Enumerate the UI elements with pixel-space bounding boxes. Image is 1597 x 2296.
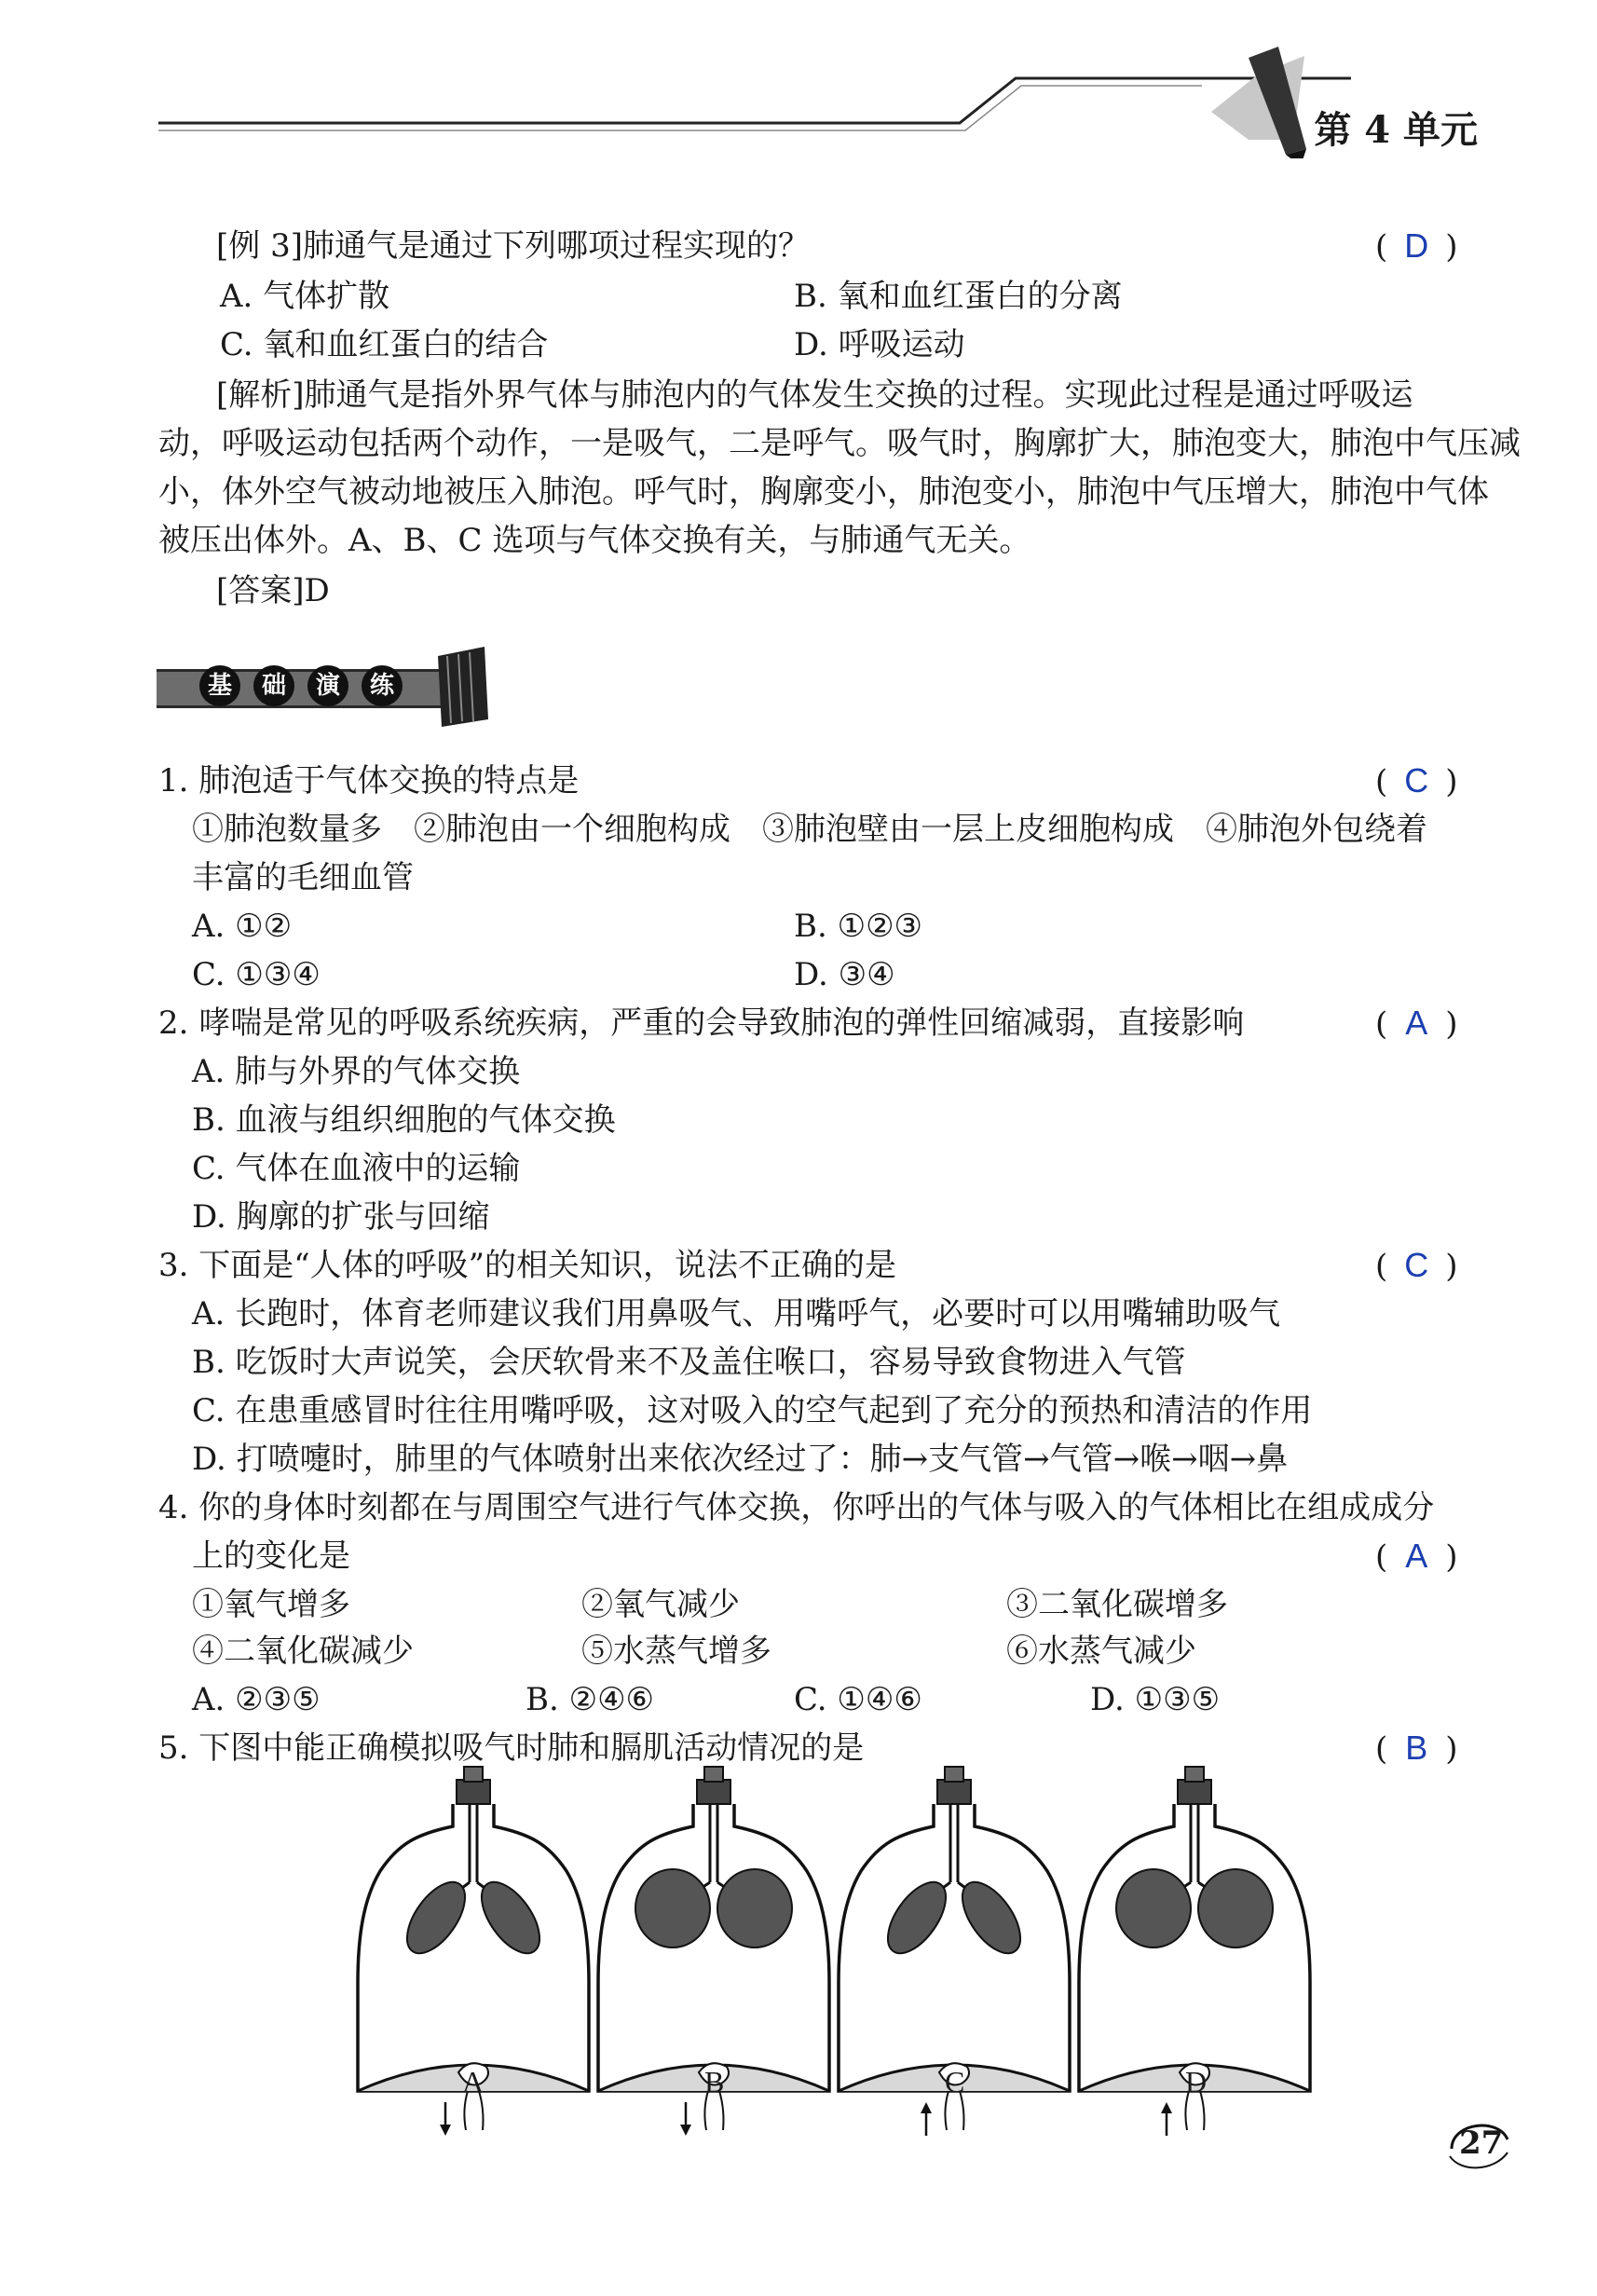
example-option-c: C. 氧和血红蛋白的结合 (220, 326, 549, 363)
q1-answer: ( C ) (1375, 761, 1458, 800)
q4-item: ①氧气增多 (192, 1586, 350, 1623)
analysis-line: 小，体外空气被动地被压入肺泡。呼气时，胸廓变小，肺泡变小，肺泡中气压增大，肺泡中气体 (158, 473, 1489, 511)
example-option-d: D. 呼吸运动 (794, 326, 965, 363)
q4-item: ④二氧化碳减少 (192, 1633, 414, 1670)
q3-option-a: A. 长跑时，体育老师建议我们用鼻吸气、用嘴呼气，必要时可以用嘴辅助吸气 (192, 1295, 1281, 1332)
q2-option-a: A. 肺与外界的气体交换 (192, 1053, 521, 1090)
q4-item: ⑤水蒸气增多 (581, 1633, 771, 1670)
q2-option-d: D. 胸廓的扩张与回缩 (192, 1198, 490, 1236)
q3-option-c: C. 在患重感冒时往往用嘴呼吸，这对吸入的空气起到了充分的预热和清洁的作用 (192, 1392, 1313, 1429)
q5-answer: ( B ) (1375, 1729, 1458, 1768)
q3-option-d: D. 打喷嚏时，肺里的气体喷射出来依次经过了：肺→支气管→气管→喉→咽→鼻 (192, 1441, 1289, 1478)
analysis-line: 被压出体外。A、B、C 选项与气体交换有关，与肺通气无关。 (158, 522, 1031, 559)
q4-item: ⑥水蒸气减少 (1006, 1633, 1196, 1670)
q2-stem: 2. 哮喘是常见的呼吸系统疾病，严重的会导致肺泡的弹性回缩减弱，直接影响 (158, 1004, 1245, 1042)
banner-char: 础 (253, 665, 294, 706)
figure-label-a: A (462, 2065, 485, 2098)
q5-stem: 5. 下图中能正确模拟吸气时肺和膈肌活动情况的是 (158, 1729, 865, 1767)
q1-sub: 丰富的毛细血管 (192, 859, 414, 896)
q2-option-b: B. 血液与组织细胞的气体交换 (192, 1101, 616, 1139)
q1-option-a: A. ①② (192, 908, 293, 945)
q4-option-c: C. ①④⑥ (794, 1681, 922, 1718)
q2-answer: ( A ) (1375, 1004, 1458, 1043)
unit-title: 第 4 单元 (1314, 108, 1478, 152)
q4-option-a: A. ②③⑤ (192, 1681, 321, 1718)
q3-option-b: B. 吃饭时大声说笑，会厌软骨来不及盖住喉口，容易导致食物进入气管 (192, 1344, 1186, 1381)
analysis-line: [解析]肺通气是指外界气体与肺泡内的气体发生交换的过程。实现此过程是通过呼吸运 (216, 376, 1413, 414)
q4-answer: ( A ) (1375, 1537, 1458, 1576)
example-option-b: B. 氧和血红蛋白的分离 (794, 278, 1123, 315)
figure-label-b: B (704, 2065, 725, 2098)
q1-sub: ①肺泡数量多 ②肺泡由一个细胞构成 ③肺泡壁由一层上皮细胞构成 ④肺泡外包绕着 (192, 811, 1427, 848)
q4-item: ②氧气减少 (581, 1586, 740, 1623)
figure-label-c: C (945, 2065, 965, 2098)
q3-answer: ( C ) (1375, 1246, 1458, 1285)
analysis-line: 动，呼吸运动包括两个动作，一是吸气，二是呼气。吸气时，胸廓扩大，肺泡变大，肺泡中气压减 (158, 425, 1521, 462)
example-question: [例 3]肺通气是通过下列哪项过程实现的？ (216, 227, 810, 265)
q4-stem: 上的变化是 (192, 1538, 350, 1575)
figure-label-d: D (1185, 2065, 1208, 2098)
q4-option-b: B. ②④⑥ (526, 1681, 655, 1718)
q1-option-d: D. ③④ (794, 956, 895, 993)
q4-item: ③二氧化碳增多 (1006, 1586, 1228, 1623)
final-answer: [答案]D (216, 572, 330, 609)
example-option-a: A. 气体扩散 (220, 278, 390, 315)
q4-stem: 4. 你的身体时刻都在与周围空气进行气体交换，你呼出的气体与吸入的气体相比在组成成分 (158, 1489, 1435, 1526)
q1-stem: 1. 肺泡适于气体交换的特点是 (158, 762, 580, 800)
page-number: 27 (1459, 2125, 1504, 2162)
q2-option-c: C. 气体在血液中的运输 (192, 1150, 521, 1187)
banner-char: 演 (307, 665, 348, 706)
banner-char: 练 (362, 665, 403, 706)
banner-char: 基 (199, 665, 240, 706)
example-answer: ( D ) (1375, 226, 1458, 266)
q1-option-c: C. ①③④ (192, 956, 321, 993)
q4-option-d: D. ①③⑤ (1090, 1681, 1221, 1718)
q1-option-b: B. ①②③ (794, 908, 923, 945)
q3-stem: 3. 下面是“人体的呼吸”的相关知识，说法不正确的是 (158, 1247, 897, 1284)
